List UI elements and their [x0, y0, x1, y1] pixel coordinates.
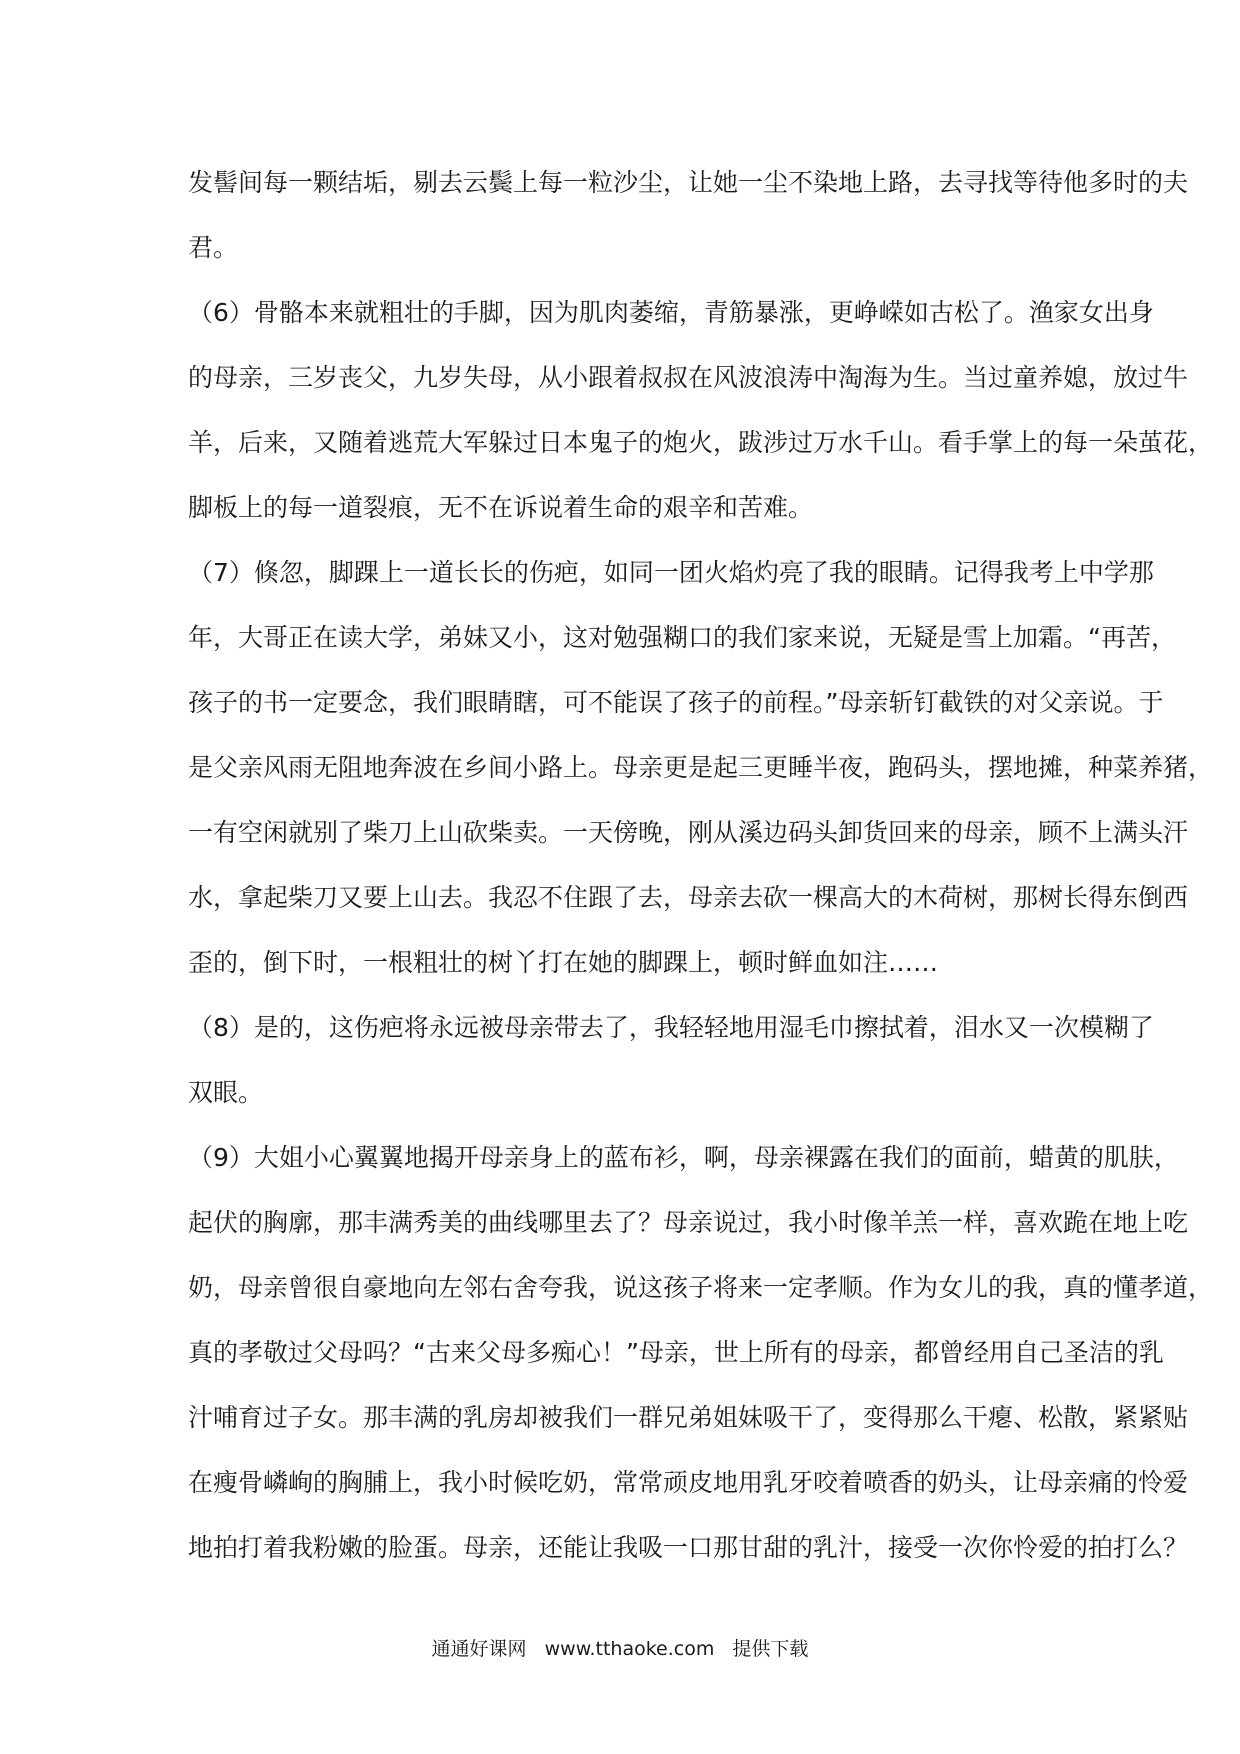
footer-suffix: 提供下载	[732, 1638, 809, 1660]
text-line: 发髻间每一颗结垢，剔去云鬓上每一粒沙尘，让她一尘不染地上路，去寻找等待他多时的夫	[188, 168, 1189, 197]
text-line: （7）倏忽，脚踝上一道长长的伤疤，如同一团火焰灼亮了我的眼睛。记得我考上中学那	[188, 558, 1154, 587]
text-line: 水，拿起柴刀又要上山去。我忍不住跟了去，母亲去砍一棵高大的木荷树，那树长得东倒西	[188, 883, 1189, 912]
text-line: 是父亲风雨无阻地奔波在乡间小路上。母亲更是起三更睡半夜，跑码头，摆地摊，种菜养猪，	[188, 753, 1214, 782]
text-line: 歪的，倒下时，一根粗壮的树丫打在她的脚踝上，顿时鲜血如注……	[188, 948, 939, 977]
text-line: 在瘦骨嶙峋的胸脯上，我小时候吃奶，常常顽皮地用乳牙咬着喷香的奶头，让母亲痛的怜爱	[188, 1468, 1189, 1497]
text-line: 脚板上的每一道裂痕，无不在诉说着生命的艰辛和苦难。	[188, 493, 814, 522]
text-line: （6）骨骼本来就粗壮的手脚，因为肌肉萎缩，青筋暴涨，更峥嵘如古松了。渔家女出身	[188, 298, 1154, 327]
text-line: 孩子的书一定要念，我们眼睛瞎，可不能误了孩子的前程。”母亲斩钉截铁的对父亲说。于	[188, 688, 1164, 717]
footer-site-name: 通通好课网	[431, 1638, 527, 1660]
text-line: 双眼。	[188, 1078, 264, 1107]
footer-url[interactable]: www.tthaoke.com	[544, 1638, 715, 1660]
article-body	[188, 150, 1214, 1580]
text-line: 奶，母亲曾很自豪地向左邻右舍夸我，说这孩子将来一定孝顺。作为女儿的我，真的懂孝道，	[188, 1273, 1214, 1302]
text-line: 的母亲，三岁丧父，九岁失母，从小跟着叔叔在风波浪涛中淘海为生。当过童养媳，放过牛	[188, 363, 1189, 392]
text-line: 地拍打着我粉嫩的脸蛋。母亲，还能让我吸一口那甘甜的乳汁，接受一次你怜爱的拍打么？	[188, 1533, 1189, 1562]
page-footer	[0, 1634, 1240, 1664]
text-line: 羊，后来，又随着逃荒大军躲过日本鬼子的炮火，跋涉过万水千山。看手掌上的每一朵茧花，	[188, 428, 1214, 457]
text-line: 起伏的胸廓，那丰满秀美的曲线哪里去了？母亲说过，我小时像羊羔一样，喜欢跪在地上吃	[188, 1208, 1189, 1237]
text-line: 君。	[188, 233, 239, 262]
text-line: （9）大姐小心翼翼地揭开母亲身上的蓝布衫，啊，母亲裸露在我们的面前，蜡黄的肌肤，	[188, 1143, 1179, 1172]
text-line: （8）是的，这伤疤将永远被母亲带去了，我轻轻地用湿毛巾擦拭着，泪水又一次模糊了	[188, 1013, 1154, 1042]
text-line: 一有空闲就别了柴刀上山砍柴卖。一天傍晚，刚从溪边码头卸货回来的母亲，顾不上满头汗	[188, 818, 1189, 847]
text-line: 汁哺育过子女。那丰满的乳房却被我们一群兄弟姐妹吸干了，变得那么干瘪、松散，紧紧贴	[188, 1403, 1189, 1432]
text-line: 年，大哥正在读大学，弟妹又小，这对勉强糊口的我们家来说，无疑是雪上加霜。“再苦，	[188, 623, 1176, 652]
text-line: 真的孝敬过父母吗？“古来父母多痴心！”母亲，世上所有的母亲，都曾经用自己圣洁的乳	[188, 1338, 1164, 1367]
